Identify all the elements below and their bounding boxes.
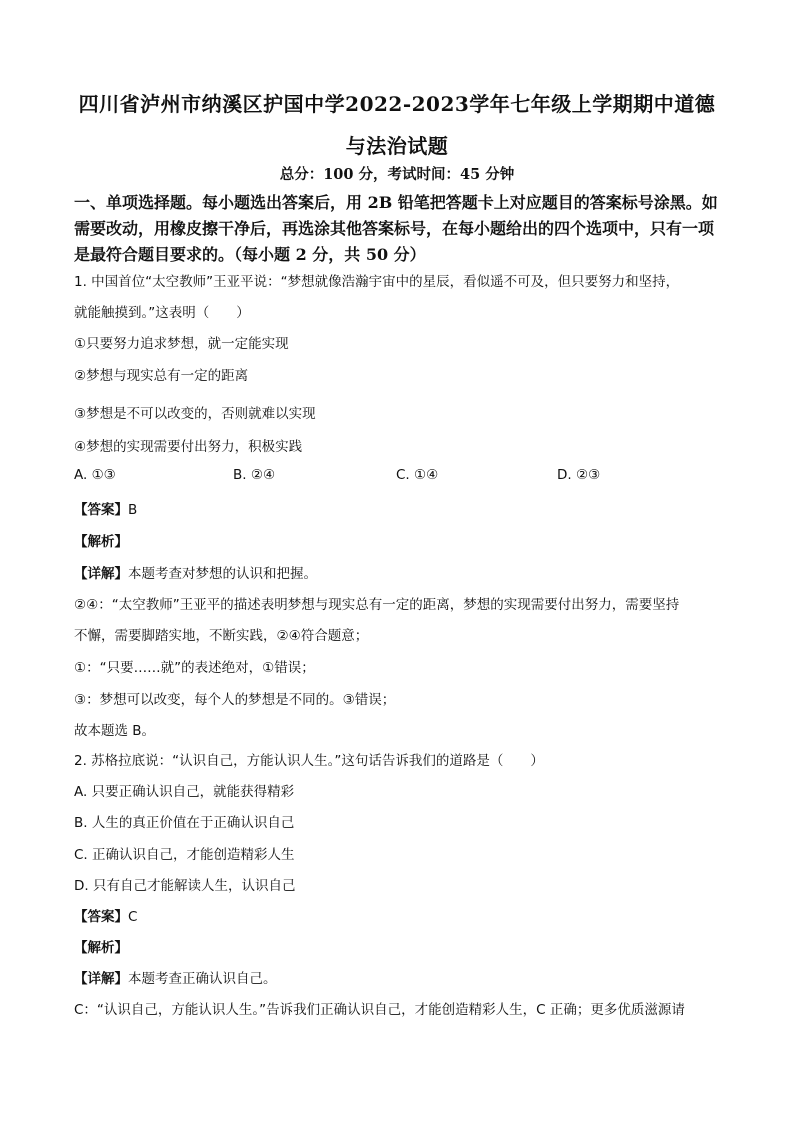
q1-answer — [74, 498, 137, 518]
q1-option-a: A. ①③ — [74, 467, 116, 483]
exam-meta: 总分：100 分，考试时间：45 分钟 — [279, 166, 515, 183]
q1-analysis — [74, 530, 128, 550]
q2-answer-tag: 【答案】 — [74, 909, 128, 925]
exam-title-line2: 与法治试题 — [345, 134, 449, 158]
q1-explain-line5: 故本题选 B。 — [74, 723, 156, 739]
q2-analysis-tag: 【解析】 — [74, 940, 128, 956]
q1-stem-line1: 1. 中国首位“太空教师”王亚平说：“梦想就像浩瀚宇宙中的星辰，看似遥不可及，但只要努力和坚持， — [74, 274, 680, 290]
q2-detail — [74, 967, 277, 987]
q1-option-d: D. ②③ — [557, 467, 601, 483]
q1-answer-value: B — [128, 502, 138, 518]
q2-explain-line1: C：“认识自己，方能认识人生。”告诉我们正确认识自己，才能创造精彩人生，C 正确；更多优质滋源请 — [74, 1002, 685, 1018]
q1-option-c: C. ①④ — [396, 467, 439, 483]
q1-statement-2: ②梦想与现实总有一定的距离 — [74, 368, 249, 384]
q1-detail-tag: 【详解】 — [74, 566, 128, 582]
q1-explain-line4: ③：梦想可以改变，每个人的梦想是不同的。③错误； — [74, 692, 396, 708]
q1-explain-line3: ①：“只要……就”的表述绝对，①错误； — [74, 660, 315, 676]
q1-statement-1: ①只要努力追求梦想，就一定能实现 — [74, 336, 289, 352]
q2-analysis — [74, 936, 128, 956]
exam-title-line1: 四川省泸州市纳溪区护国中学2022-2023学年七年级上学期期中道德 — [78, 92, 716, 116]
q1-stem-line2: 就能触摸到。”这表明（ ） — [74, 305, 250, 321]
q1-answer-tag: 【答案】 — [74, 502, 128, 518]
q1-statement-3: ③梦想是不可以改变的，否则就难以实现 — [74, 406, 316, 422]
section-heading-line1: 一、单项选择题。每小题选出答案后，用 2B 铅笔把答题卡上对应题目的答案标号涂黑。如 — [74, 193, 718, 212]
q2-option-c: C. 正确认识自己，才能创造精彩人生 — [74, 847, 295, 863]
q2-answer-value: C — [128, 909, 138, 925]
q1-detail — [74, 562, 317, 582]
q1-explain-line1: ②④：“太空教师”王亚平的描述表明梦想与现实总有一定的距离，梦想的实现需要付出努力，需要坚持 — [74, 597, 680, 613]
q2-option-a: A. 只要正确认识自己，就能获得精彩 — [74, 784, 295, 800]
q2-detail-tag: 【详解】 — [74, 971, 128, 987]
q2-stem: 2. 苏格拉底说：“认识自己，方能认识人生。”这句话告诉我们的道路是（ ） — [74, 753, 544, 769]
q2-option-b: B. 人生的真正价值在于正确认识自己 — [74, 815, 295, 831]
q1-analysis-tag: 【解析】 — [74, 534, 128, 550]
q2-detail-text: 本题考查正确认识自己。 — [128, 971, 277, 987]
q1-explain-line2: 不懈，需要脚踏实地，不断实践，②④符合题意； — [74, 628, 369, 644]
section-heading-line3: 是最符合题目要求的。（每小题 2 分，共 50 分） — [74, 245, 426, 264]
q1-detail-text: 本题考查对梦想的认识和把握。 — [128, 566, 317, 582]
q1-statement-4: ④梦想的实现需要付出努力，积极实践 — [74, 439, 303, 455]
q2-answer — [74, 905, 137, 925]
q2-option-d: D. 只有自己才能解读人生，认识自己 — [74, 878, 296, 894]
section-heading-line2: 需要改动，用橡皮擦干净后，再选涂其他答案标号，在每小题给出的四个选项中，只有一项 — [74, 219, 715, 238]
q1-option-b: B. ②④ — [233, 467, 276, 483]
